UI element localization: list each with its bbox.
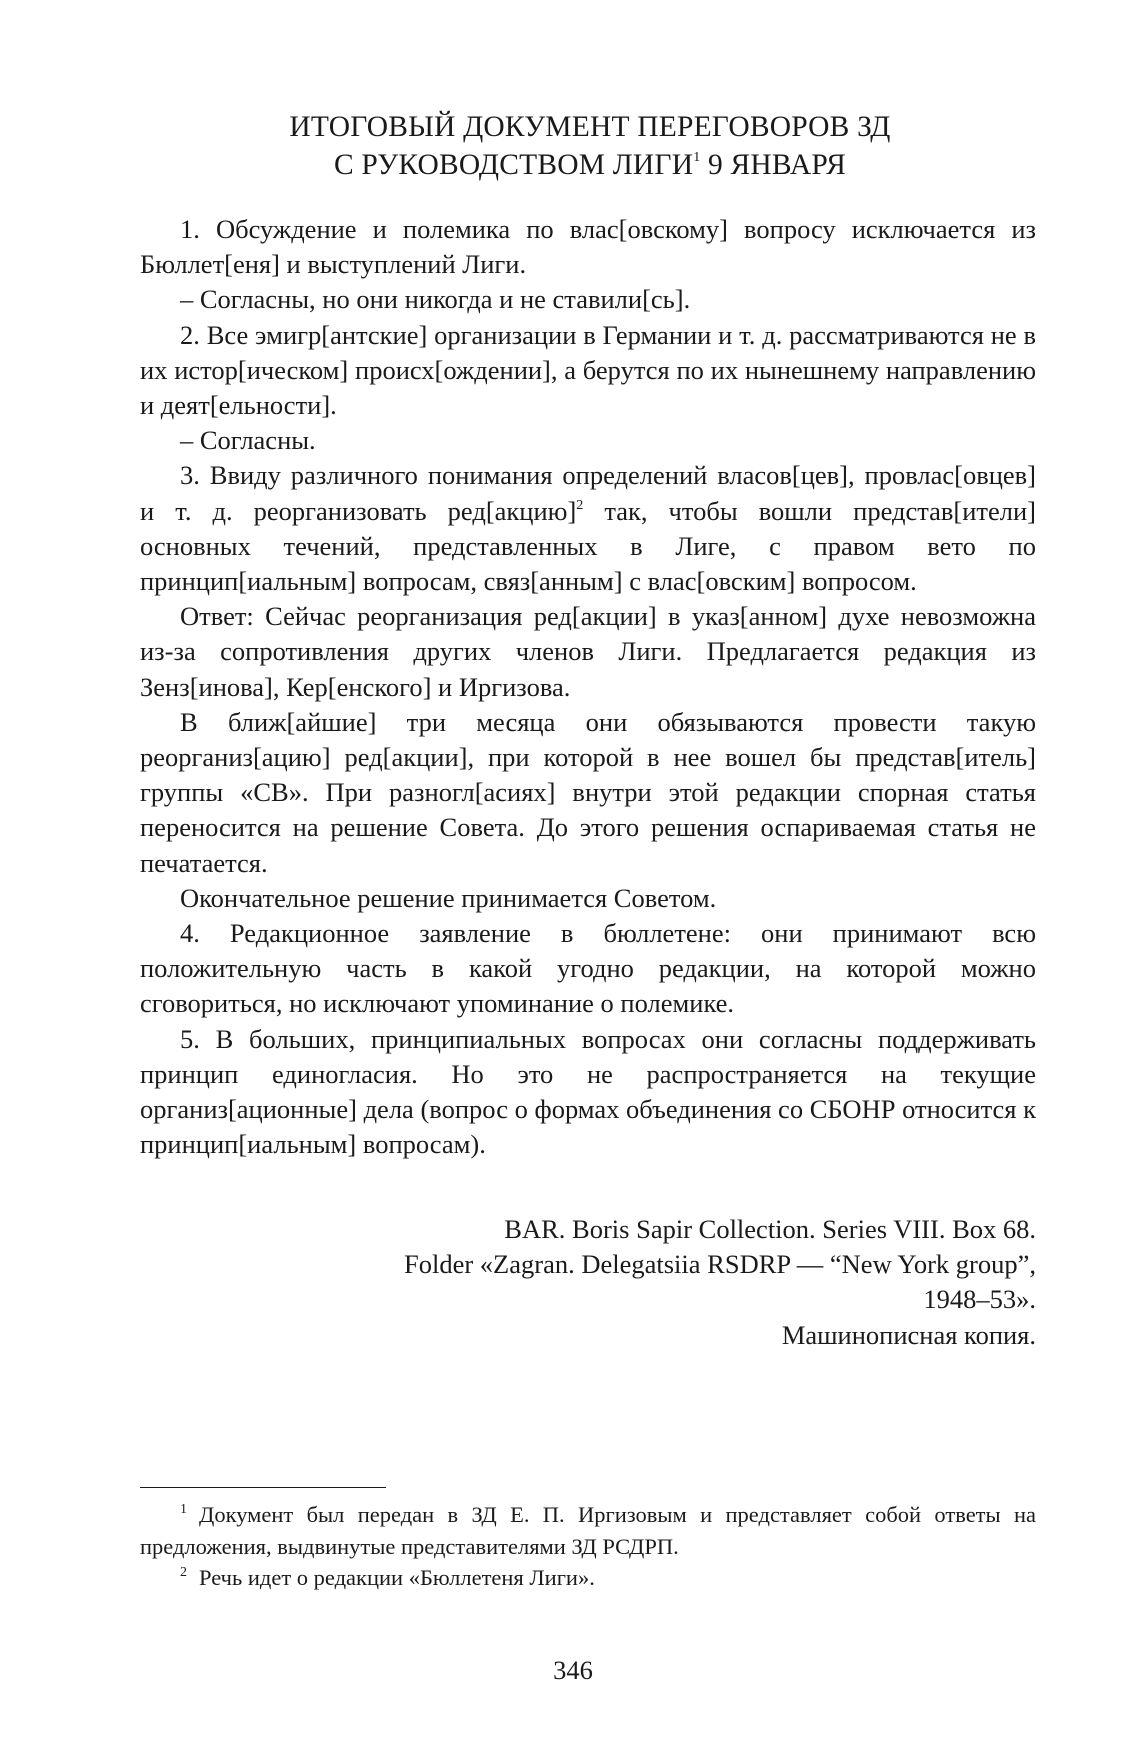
footnote-1: [140, 1499, 1036, 1562]
paragraph-1-answer: – Согласны, но они никогда и не ставили[сь].: [180, 284, 691, 315]
paragraph-3-answer: Ответ: Сейчас реорганизация ред[акции] в указ[анном] духе невозможна из-за сопротивления других членов Лиги. Предлагается редакция из Зенз[инова], Кер[енского] и Иргизова.: [140, 601, 1036, 702]
title-line-1: ИТОГОВЫЙ ДОКУМЕНТ ПЕРЕГОВОРОВ ЗД: [289, 111, 891, 143]
source-line-2: Folder «Zagran. Delegatsiia RSDRP — “New York group”,: [404, 1249, 1036, 1280]
footnote-1-text: Документ был передан в ЗД Е. П. Иргизовым и представляет собой ответы на предложения, выдвинутые представителями ЗД РСДРП.: [140, 1502, 1036, 1559]
source-line-4: Машинописная копия.: [781, 1319, 1036, 1350]
paragraph-3-commitment: В ближ[айшие] три месяца они обязываются провести такую реорганиз[ацию] ред[акции], при которой в нее вошел бы представ[итель] группы «СВ». При разногл[асиях] внутри этой редакции спорная статья переносится на решение Совета. До этого решения оспариваемая статья не печатается.: [140, 706, 1036, 878]
footnote-2-mark: 2: [180, 1565, 187, 1580]
source-line-1: BAR. Boris Sapir Collection. Series VIII. Box 68.: [504, 1214, 1036, 1244]
paragraph-2: 2. Все эмигр[антские] организации в Германии и т. д. рассматриваются не в их истор[ическом] происх[ождении], а берутся по их нынешнему направлению и деят[ельности].: [140, 319, 1036, 421]
footnotes: [140, 1499, 1036, 1594]
paragraph-3: [140, 458, 1036, 599]
document-body: [140, 212, 1036, 1162]
footnote-2: [140, 1562, 1036, 1594]
document-title: [140, 108, 1040, 184]
archive-source: [240, 1212, 1036, 1353]
footnote-1-mark: 1: [180, 1502, 187, 1517]
paragraph-4: 4. Редакционное заявление в бюллетене: они принимают всю положительную часть в какой угодно редакции, на которой можно сговориться, но исключают упоминание о полемике.: [140, 918, 1036, 1019]
footnote-divider: [140, 1487, 386, 1488]
title-line-2: [140, 146, 1040, 184]
paragraph-5: 5. В больших, принципиальных вопросах они согласны поддерживать принцип единогласия. Но это не распространяется на текущие организ[ационные] дела (вопрос о формах объединения со СБОНР относится к принцип[иальным] вопросам).: [140, 1023, 1036, 1160]
paragraph-3-text-a: 3. Ввиду различного понимания определений власов[цев], провлас[овцев] и т. д. реорганизовать ред[акцию]: [140, 460, 1036, 526]
footnote-ref-2[interactable]: 2: [576, 497, 584, 513]
footnote-2-text: Речь идет о редакции «Бюллетеня Лиги».: [199, 1565, 595, 1590]
source-line-3: 1948–53».: [923, 1284, 1036, 1315]
paragraph-2-answer: – Согласны.: [180, 425, 316, 456]
footnote-ref-1[interactable]: 1: [693, 150, 701, 165]
paragraph-3-text-b: так, чтобы вошли представ[ители] основных течений, представленных в Лиге, с правом вето по принцип[иальным] вопросам, связ[анным] с влас[овским] вопросом.: [140, 495, 1036, 597]
title-line-2-date: 9 ЯНВАРЯ: [700, 149, 847, 181]
title-line-2-text: С РУКОВОДСТВОМ ЛИГИ: [333, 149, 694, 181]
paragraph-1: 1. Обсуждение и полемика по влас[овскому] вопросу исключается из Бюллет[еня] и выступлений Лиги.: [140, 214, 1036, 280]
page-number: 346: [553, 1655, 593, 1685]
paragraph-3-final: Окончательное решение принимается Советом.: [180, 882, 717, 913]
